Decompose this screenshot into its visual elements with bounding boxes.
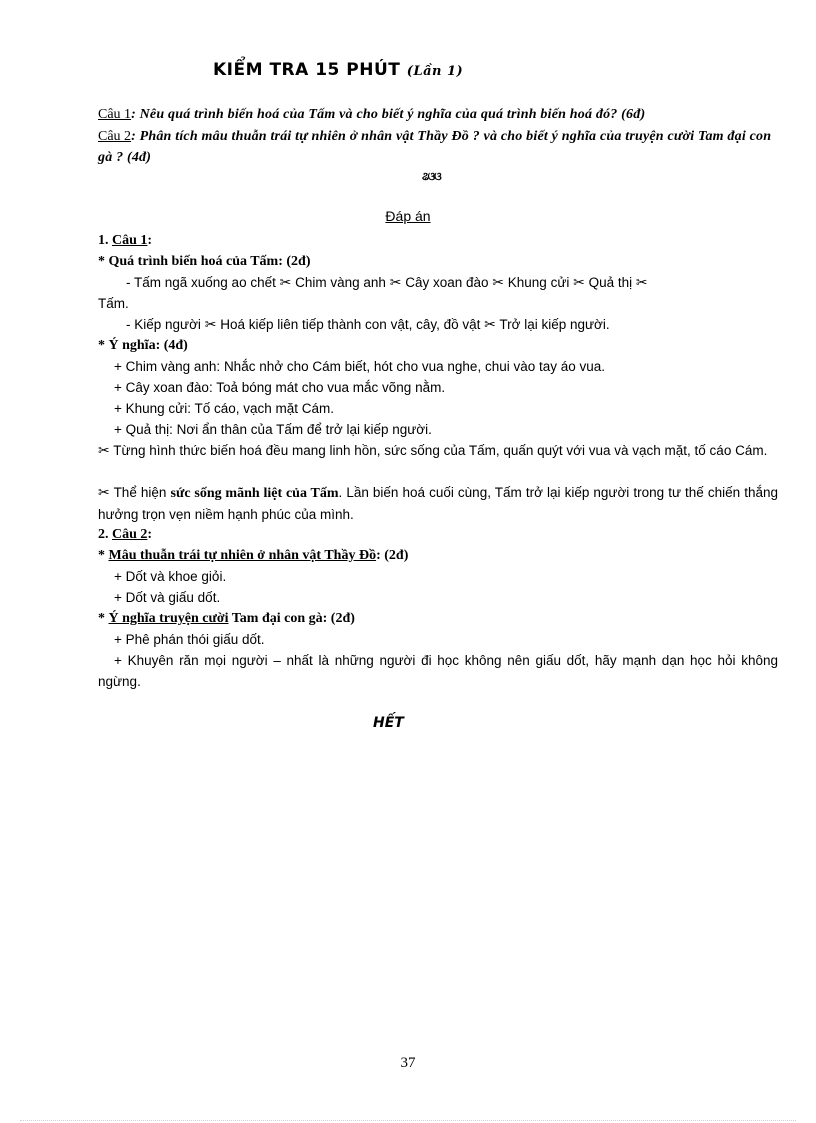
conclusion-2-pre: Thể hiện: [113, 485, 167, 500]
answer-2-label: Câu 2: [112, 527, 148, 542]
answer-2-heading: [98, 524, 778, 545]
question-1: [98, 104, 778, 125]
answer-1-heading: [98, 230, 778, 251]
exam-title-note: (Lần 1): [406, 64, 464, 79]
bottom-rule: [20, 1120, 796, 1121]
story-meaning-heading: [98, 608, 778, 629]
answer-1-number: 1.: [98, 233, 109, 248]
rebirth-end: Trở lại kiếp người.: [499, 317, 610, 332]
answer-2-colon: :: [147, 527, 153, 542]
end-marker: HẾT: [373, 715, 404, 731]
conflict-score: : (2đ): [376, 548, 409, 563]
question-2-label: Câu 2: [98, 129, 132, 144]
chain-step-4: Khung cửi: [507, 275, 570, 290]
section-separator: ଌଓଓ: [422, 170, 441, 183]
exam-title: [213, 60, 463, 80]
scissors-icon: ✂: [98, 443, 110, 459]
meaning-item: + Chim vàng anh: Nhắc nhở cho Cám biết, hót cho vua nghe, chui vào tay áo vua.: [114, 359, 606, 374]
rebirth-line: [126, 314, 778, 336]
rebirth-start: - Kiếp người: [126, 317, 201, 332]
conclusion-2-post: . Lần biến hoá cuối cùng, Tấm trở lại kiếp người trong tư thế chiến thắng hưởng trọn vẹn niềm hạnh phúc của mình.: [98, 485, 779, 522]
scissors-icon: ✂: [492, 275, 505, 291]
answer-1-label: Câu 1: [112, 233, 148, 248]
conclusion-1: [98, 440, 778, 462]
conflict-star: *: [98, 548, 105, 563]
chain-end: Tấm.: [98, 296, 129, 311]
story-meaning-item: + Phê phán thói giấu dốt.: [114, 632, 265, 647]
rebirth-middle: Hoá kiếp liên tiếp thành con vật, cây, đồ vật: [220, 317, 481, 332]
scissors-icon: ✂: [389, 275, 402, 291]
question-1-label: Câu 1: [98, 107, 132, 122]
answer-heading: Đáp án: [385, 208, 431, 224]
conclusion-1-text: Từng hình thức biến hoá đều mang linh hồn, sức sống của Tấm, quấn quýt với vua và vạch mặt, tố cáo Cám.: [113, 443, 768, 458]
conflict-item: + Dốt và giấu dốt.: [114, 590, 221, 605]
meaning-item: + Khung cửi: Tố cáo, vạch mặt Cám.: [114, 401, 335, 416]
story-meaning-tail: Tam đại con gà: (2đ): [231, 611, 355, 626]
conflict-item: + Dốt và khoe giỏi.: [114, 569, 227, 584]
meaning-item: + Cây xoan đào: Toả bóng mát cho vua mắc võng nằm.: [114, 380, 446, 395]
conclusion-2: [98, 482, 778, 525]
answer-2-number: 2.: [98, 527, 109, 542]
conclusion-2-emphasis: sức sống mãnh liệt của Tấm: [170, 486, 339, 501]
transformation-chain: [126, 272, 778, 294]
meaning-item: + Quả thị: Nơi ẩn thân của Tấm để trở lại kiếp người.: [114, 422, 432, 437]
question-2-text: : Phân tích mâu thuẫn trái tự nhiên ở nhân vật Thầy Đồ ? và cho biết ý nghĩa của truyện cười Tam đại con gà ? (4đ): [98, 129, 772, 165]
scissors-icon: ✂: [98, 485, 110, 501]
question-2: [98, 126, 778, 168]
conflict-heading: [98, 545, 778, 566]
scissors-icon: ✂: [279, 275, 292, 291]
answer-1-colon: :: [147, 233, 153, 248]
scissors-icon: ✂: [635, 275, 648, 291]
conflict-heading-text: Mâu thuẫn trái tự nhiên ở nhân vật Thầy Đồ: [108, 548, 377, 563]
story-meaning-heading-text: Ý nghĩa truyện cười: [108, 611, 229, 626]
question-1-text: : Nêu quá trình biến hoá của Tấm và cho biết ý nghĩa của quá trình biến hoá đó? (6đ): [131, 107, 646, 122]
scissors-icon: ✂: [484, 317, 496, 333]
meaning-heading: * Ý nghĩa: (4đ): [98, 338, 188, 353]
chain-step-2: Chim vàng anh: [295, 275, 386, 290]
exam-title-main: KIỂM TRA 15 PHÚT: [213, 60, 401, 80]
chain-step-5: Quả thị: [588, 275, 633, 290]
process-heading: * Quá trình biến hoá của Tấm: (2đ): [98, 254, 311, 269]
page-number: 37: [400, 1055, 416, 1071]
scissors-icon: ✂: [204, 317, 217, 333]
story-meaning-star: *: [98, 611, 105, 626]
scissors-icon: ✂: [573, 275, 585, 291]
story-meaning-item: + Khuyên răn mọi người – nhất là những người đi học không nên giấu dốt, hãy mạnh dạn học hỏi không ngừng.: [98, 653, 778, 689]
chain-step-3: Cây xoan đào: [405, 275, 489, 290]
chain-step-1: - Tấm ngã xuống ao chết: [126, 275, 276, 290]
